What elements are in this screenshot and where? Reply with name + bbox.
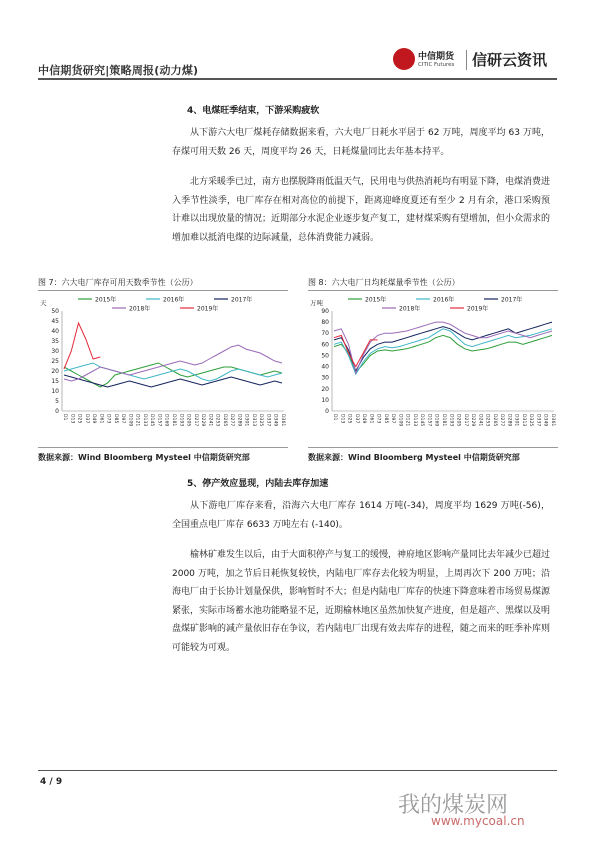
x-tick-label: D313 xyxy=(520,414,526,427)
section-4-body xyxy=(172,124,550,247)
page-number: 4 / 9 xyxy=(40,777,63,787)
x-tick-label: D61 xyxy=(368,414,374,424)
x-tick-label: D37 xyxy=(83,414,89,424)
x-tick-label: D109 xyxy=(397,414,403,427)
x-tick-label: D301 xyxy=(513,414,519,427)
figure-8-bottom-rule xyxy=(308,447,558,448)
y-tick-label: 10 xyxy=(321,396,329,404)
section-4-paragraph-2: 北方采暖季已过，南方也摆脱降雨低温天气，民用电与供热消耗均有明显下降，电煤消费进入季节性淡季，电厂库存在相对高位的前提下，距离迎峰度夏还有至少 2 月有余，港口采购预计难以出现放量的情况；近期部分水泥企业逐步复产复工，建材煤采购有望增加，但小众需求的增加难以抵消电煤的边际减量，总体消费能力减弱。 xyxy=(172,177,551,243)
figure-8-rule xyxy=(308,290,558,291)
figure-7-bottom-rule xyxy=(38,447,288,448)
legend-label: 2017年 xyxy=(231,296,253,304)
y-tick-label: 50 xyxy=(321,352,329,360)
brand-name: 信研云资讯 xyxy=(472,51,548,69)
x-tick-label: D145 xyxy=(149,414,155,427)
x-tick-label: D265 xyxy=(221,414,227,427)
x-tick-label: D109 xyxy=(127,414,133,427)
series-line-2019年 xyxy=(334,335,378,366)
x-tick-label: D25 xyxy=(76,414,82,424)
legend-label: 2016年 xyxy=(433,296,455,304)
figure-8-chart xyxy=(308,293,560,445)
section-5-body xyxy=(172,497,550,657)
x-tick-label: D301 xyxy=(243,414,249,427)
y-tick-label: 45 xyxy=(51,318,59,325)
x-tick-label: D169 xyxy=(433,414,439,427)
y-tick-label: 15 xyxy=(51,378,59,385)
y-tick-label: 30 xyxy=(321,374,329,382)
series-line-2019年 xyxy=(64,323,100,369)
x-tick-label: D25 xyxy=(346,414,352,424)
x-tick-label: D73 xyxy=(375,414,381,424)
x-tick-label: D337 xyxy=(535,414,541,427)
x-tick-label: D145 xyxy=(419,414,425,427)
x-tick-label: D181 xyxy=(171,414,176,427)
x-tick-label: D289 xyxy=(506,414,512,427)
figure-8-title: 图 8：六大电厂日均耗煤量季节性（公历） xyxy=(308,278,460,287)
section-4-paragraph-1: 从下游六大电厂煤耗存储数据来看，六大电厂日耗水平居于 62 万吨，周度平均 63 万吨，存煤可用天数 26 天，周度平均 26 天，日耗煤量同比去年基本持平。 xyxy=(172,128,550,157)
x-tick-label: D13 xyxy=(69,414,75,424)
y-tick-label: 35 xyxy=(51,338,59,345)
x-tick-label: D121 xyxy=(134,414,140,427)
x-tick-label: D49 xyxy=(91,414,97,424)
x-tick-label: D337 xyxy=(265,414,271,427)
y-tick-label: 90 xyxy=(321,308,329,315)
x-tick-label: D217 xyxy=(192,414,198,427)
legend-label: 2019年 xyxy=(467,305,489,313)
y-tick-label: 80 xyxy=(321,319,329,327)
y-tick-label: 60 xyxy=(321,341,329,349)
x-tick-label: D241 xyxy=(207,414,213,427)
x-tick-label: D193 xyxy=(448,414,454,427)
x-tick-label: D157 xyxy=(156,414,162,427)
section-4-heading: 4、电煤旺季结束，下游采购疲软 xyxy=(187,106,320,116)
x-tick-label: D85 xyxy=(382,414,388,424)
x-tick-label: D133 xyxy=(411,414,417,427)
legend-label: 2015年 xyxy=(95,296,117,304)
x-tick-label: D85 xyxy=(112,414,118,424)
x-tick-label: D361 xyxy=(280,414,285,427)
x-tick-label: D37 xyxy=(353,414,359,424)
x-tick-label: D325 xyxy=(258,414,264,427)
y-tick-label: 40 xyxy=(321,363,329,371)
section-5-paragraph-1: 从下游电厂库存来看，沿海六大电厂库存 1614 万吨(-34)，周度平均 1629 万吨(-56)，全国重点电厂库存 6633 万吨左右 (-140)。 xyxy=(172,501,550,530)
x-tick-label: D97 xyxy=(390,414,396,424)
x-tick-label: D157 xyxy=(426,414,432,427)
x-tick-label: D73 xyxy=(105,414,111,424)
x-tick-label: D205 xyxy=(455,414,461,427)
y-axis-unit: 天 xyxy=(40,299,47,307)
legend-label: 2018年 xyxy=(129,305,151,313)
x-tick-label: D169 xyxy=(163,414,169,427)
figure-7-source: 数据来源：Wind Bloomberg Mysteel 中信期货研究部 xyxy=(38,453,250,462)
x-tick-label: D289 xyxy=(236,414,242,427)
logo-name-en: CITIC Futures xyxy=(418,62,455,68)
x-tick-label: D277 xyxy=(229,414,235,427)
section-5-paragraph-2: 榆林矿难发生以后，由于大面积停产与复工的缓慢，神府地区影响产量同比去年减少已超过 2000 万吨，加之节后日耗恢复较快，内陆电厂库存去化较为明显，上周再次下 200 万吨；沿海电厂由于长协计划量保供，影响暂时不大；但是内陆电厂库存的快速下降意味着市场贸易煤源紧张，实际市场蓄水池功能略显不足，近期榆林地区虽然加快复产进度，但是超产、黑煤以及明盘煤矿影响的减产量依旧存在争议，若内陆电厂出现有效去库存的进程，随之而来的旺季补库则可能较为可观。 xyxy=(172,550,551,653)
x-tick-label: D349 xyxy=(542,414,548,427)
y-tick-label: 10 xyxy=(51,388,59,395)
series-line-2018年 xyxy=(64,345,282,381)
y-tick-label: 30 xyxy=(51,348,59,355)
x-tick-label: D313 xyxy=(250,414,256,427)
y-axis-unit: 万吨 xyxy=(310,299,323,307)
y-tick-label: 20 xyxy=(51,368,59,375)
x-tick-label: D121 xyxy=(404,414,410,427)
y-tick-label: 50 xyxy=(51,308,59,315)
x-tick-label: D265 xyxy=(491,414,497,427)
x-tick-label: D349 xyxy=(272,414,278,427)
figure-7-title: 图 7：六大电厂库存可用天数季节性（公历） xyxy=(38,278,198,287)
x-tick-label: D61 xyxy=(98,414,104,424)
legend-label: 2017年 xyxy=(501,296,523,304)
x-tick-label: D277 xyxy=(499,414,505,427)
x-tick-label: D229 xyxy=(470,414,476,427)
x-tick-label: D1 xyxy=(62,414,67,421)
x-tick-label: D253 xyxy=(214,414,220,427)
figure-8-source: 数据来源：Wind Bloomberg Mysteel 中信期货研究部 xyxy=(308,453,520,462)
x-tick-label: D1 xyxy=(332,414,337,421)
x-tick-label: D49 xyxy=(361,414,367,424)
header-rule xyxy=(38,78,557,80)
y-tick-label: 40 xyxy=(51,328,59,335)
logo-name-cn: 中信期货 xyxy=(418,52,455,62)
legend-label: 2019年 xyxy=(197,305,219,313)
series-line-2015年 xyxy=(64,363,282,387)
figure-7-chart xyxy=(38,293,290,445)
x-tick-label: D217 xyxy=(462,414,468,427)
series-line-2018年 xyxy=(334,322,552,373)
x-tick-label: D181 xyxy=(441,414,446,427)
x-tick-label: D133 xyxy=(141,414,147,427)
section-5-heading: 5、停产效应显现，内陆去库存加速 xyxy=(187,479,329,489)
x-tick-label: D253 xyxy=(484,414,490,427)
y-tick-label: 0 xyxy=(325,408,329,415)
series-line-2016年 xyxy=(64,363,282,381)
watermark-title: 我的煤炭网 xyxy=(398,793,509,818)
y-tick-label: 0 xyxy=(55,408,59,415)
x-tick-label: D97 xyxy=(120,414,126,424)
legend-label: 2018年 xyxy=(399,305,421,313)
report-header-title: 中信期货研究|策略周报(动力煤) xyxy=(38,64,199,77)
watermark-url: www.mycoal.cn xyxy=(431,814,525,828)
legend-label: 2016年 xyxy=(163,296,185,304)
y-tick-label: 20 xyxy=(321,385,329,393)
x-tick-label: D241 xyxy=(477,414,483,427)
x-tick-label: D229 xyxy=(200,414,206,427)
footer-rule xyxy=(38,770,557,771)
x-tick-label: D193 xyxy=(178,414,184,427)
x-tick-label: D361 xyxy=(550,414,555,427)
y-tick-label: 70 xyxy=(321,330,329,338)
x-tick-label: D205 xyxy=(185,414,191,427)
y-tick-label: 25 xyxy=(51,358,59,365)
legend-label: 2015年 xyxy=(365,296,387,304)
logo-divider xyxy=(466,50,467,70)
x-tick-label: D325 xyxy=(528,414,534,427)
citic-logo-icon xyxy=(393,48,415,70)
figure-7-rule xyxy=(38,290,288,291)
y-tick-label: 5 xyxy=(55,398,59,405)
x-tick-label: D13 xyxy=(339,414,345,424)
